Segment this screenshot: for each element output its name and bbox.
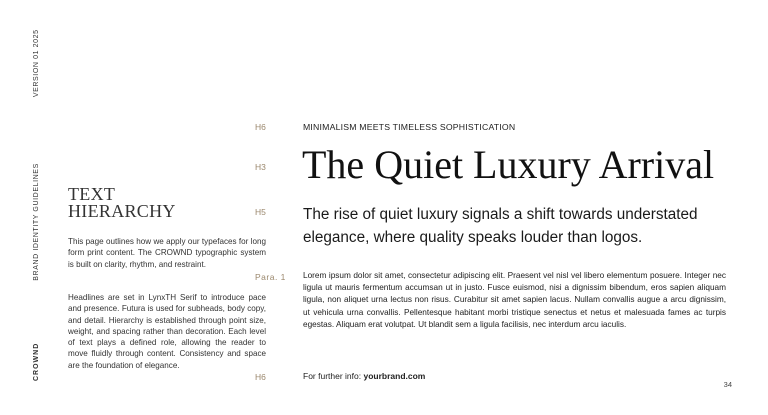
tag-para: Para. 1 <box>255 272 286 282</box>
rail-guidelines: BRAND IDENTITY GUIDELINES <box>33 163 40 281</box>
body-paragraph: Lorem ipsum dolor sit amet, consectetur adipiscing elit. Praesent vel nisl vel libero elementum posuere. Integer nec ligula ut mauris fermentum accumsan ut in justo. Fusce euismod, nisi a dignissim bibendum, eros sapien aliquam ligula, non aliquet urna lectus non risus. Curabitur sit amet sapien lacus. Nullam convallis augue a arcu dignissim, ut vehicula urna convallis. Pellentesque habitant morbi tristique senectus et netus et malesuada fames ac turpis egestas. Aliquam erat volutpat. Ut blandit sem a ligula facilisis, nec interdum arcu iaculis. <box>303 271 726 329</box>
hierarchy-paragraph: Headlines are set in LynxTH Serif to introduce pace and presence. Futura is used for subheads, body copy, and detail. Hierarchy is established through point size, weight, and spacing rather than decoration. Each level of text plays a defined role, allowing the reader to move fluidly through content. Consistency and space are the foundation of elegance. <box>68 293 266 370</box>
intro-paragraph: This page outlines how we apply our typefaces for long form print content. The CROWND typographic system is built on clarity, rhythm, and restraint. <box>68 237 266 269</box>
eyebrow-heading: MINIMALISM MEETS TIMELESS SOPHISTICATION <box>303 122 516 132</box>
tag-h6-bottom: H6 <box>255 372 266 382</box>
main-headline: The Quiet Luxury Arrival <box>302 142 715 187</box>
rail-version: VERSION 01 2025 <box>33 29 40 98</box>
further-info-label: For further info: <box>303 371 362 381</box>
subhead: The rise of quiet luxury signals a shift towards understated elegance, where quality speaks louder than logos. <box>303 206 698 246</box>
further-info-link[interactable]: yourbrand.com <box>363 371 426 381</box>
further-info <box>303 371 425 381</box>
rail-brand: CROWND <box>33 342 40 381</box>
tag-h6-top: H6 <box>255 122 266 132</box>
tag-h3: H3 <box>255 162 266 172</box>
section-title-line1: TEXT <box>68 184 116 204</box>
section-title-line2: HIERARCHY <box>68 201 176 221</box>
page-number: 34 <box>723 380 732 389</box>
section-title <box>68 186 176 220</box>
vertical-rail <box>33 29 40 381</box>
tag-h5: H5 <box>255 207 266 217</box>
